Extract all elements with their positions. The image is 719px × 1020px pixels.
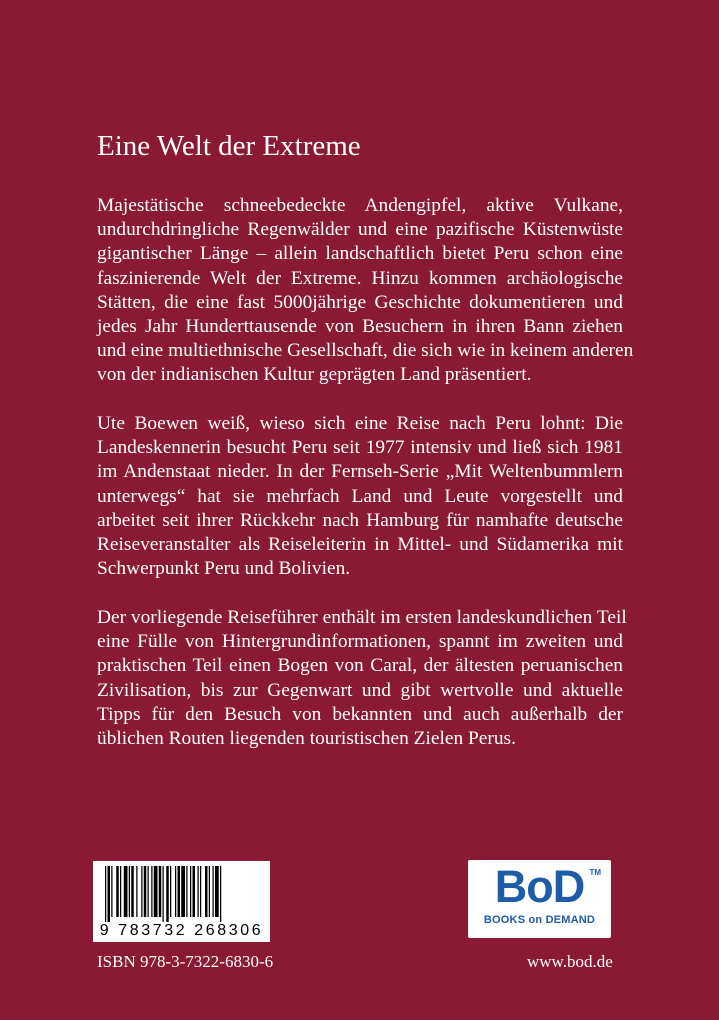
text-line: eine Fülle von Hintergrundinformationen, spannt im zweiten und: [97, 631, 623, 653]
publisher-website: www.bod.de: [527, 952, 613, 971]
text-line: unterwegs“ hat sie mehrfach Land und Leute vorgestellt und: [97, 485, 623, 507]
text-line: Majestätische schneebedeckte Andengipfel, aktive Vulkane,: [97, 195, 623, 216]
logo-wordmark: BoD: [494, 861, 585, 912]
text-line: Der vorliegende Reiseführer enthält im ersten landeskundlichen Teil: [97, 607, 627, 628]
logo-trademark: TM: [589, 868, 601, 877]
back-cover-title: Eine Welt der Extreme: [97, 130, 361, 162]
description-paragraph-1: [97, 194, 634, 388]
logo-tagline: BOOKS on DEMAND: [483, 914, 596, 926]
text-line: gigantischer Länge – allein landschaftlich bietet Peru schon eine: [97, 243, 623, 265]
contents-paragraph: [97, 606, 627, 751]
text-line: jedes Jahr Hunderttausende von Besuchern in ihren Bann ziehen: [97, 316, 623, 338]
text-line: üblichen Routen liegenden touristischen Zielen Perus.: [97, 728, 516, 750]
text-line: Schwerpunkt Peru und Bolivien.: [97, 558, 351, 580]
isbn-barcode: [93, 861, 270, 942]
isbn-number: ISBN 978-3-7322-6830-6: [97, 952, 274, 971]
text-line: Zivilisation, bis zur Gegenwart und gibt wertvolle und aktuelle: [97, 679, 623, 701]
author-paragraph: [97, 412, 623, 581]
barcode-bars: [93, 861, 270, 923]
text-line: von der indianischen Kultur geprägten Land präsentiert.: [97, 364, 532, 386]
text-line: Ute Boewen weiß, wieso sich eine Reise nach Peru lohnt: Die: [97, 413, 623, 434]
text-line: praktischen Teil einen Bogen von Caral, der ältesten peruanischen: [97, 655, 623, 677]
text-line: Reiseveranstalter als Reiseleiterin in Mittel- und Südamerika mit: [97, 534, 623, 556]
text-line: Tipps für den Besuch von bekannten und auch außerhalb der: [97, 703, 623, 725]
publisher-logo: [468, 860, 611, 938]
text-line: im Andenstaat nieder. In der Fernseh-Serie „Mit Weltenbummlern: [97, 461, 623, 483]
barcode-digits: 9 783732 268306: [99, 922, 264, 939]
text-line: Landeskennerin besucht Peru seit 1977 intensiv und ließ sich 1981: [97, 437, 623, 459]
text-line: faszinierende Welt der Extreme. Hinzu kommen archäologische: [97, 267, 623, 289]
text-line: arbeitet seit ihrer Rückkehr nach Hamburg für namhafte deutsche: [97, 509, 623, 531]
text-line: und eine multiethnische Gesellschaft, die sich wie in keinem anderen: [97, 340, 634, 362]
text-line: Stätten, die eine fast 5000jährige Geschichte dokumentieren und: [97, 291, 623, 313]
text-line: undurchdringliche Regenwälder und eine pazifische Küstenwüste: [97, 219, 623, 241]
